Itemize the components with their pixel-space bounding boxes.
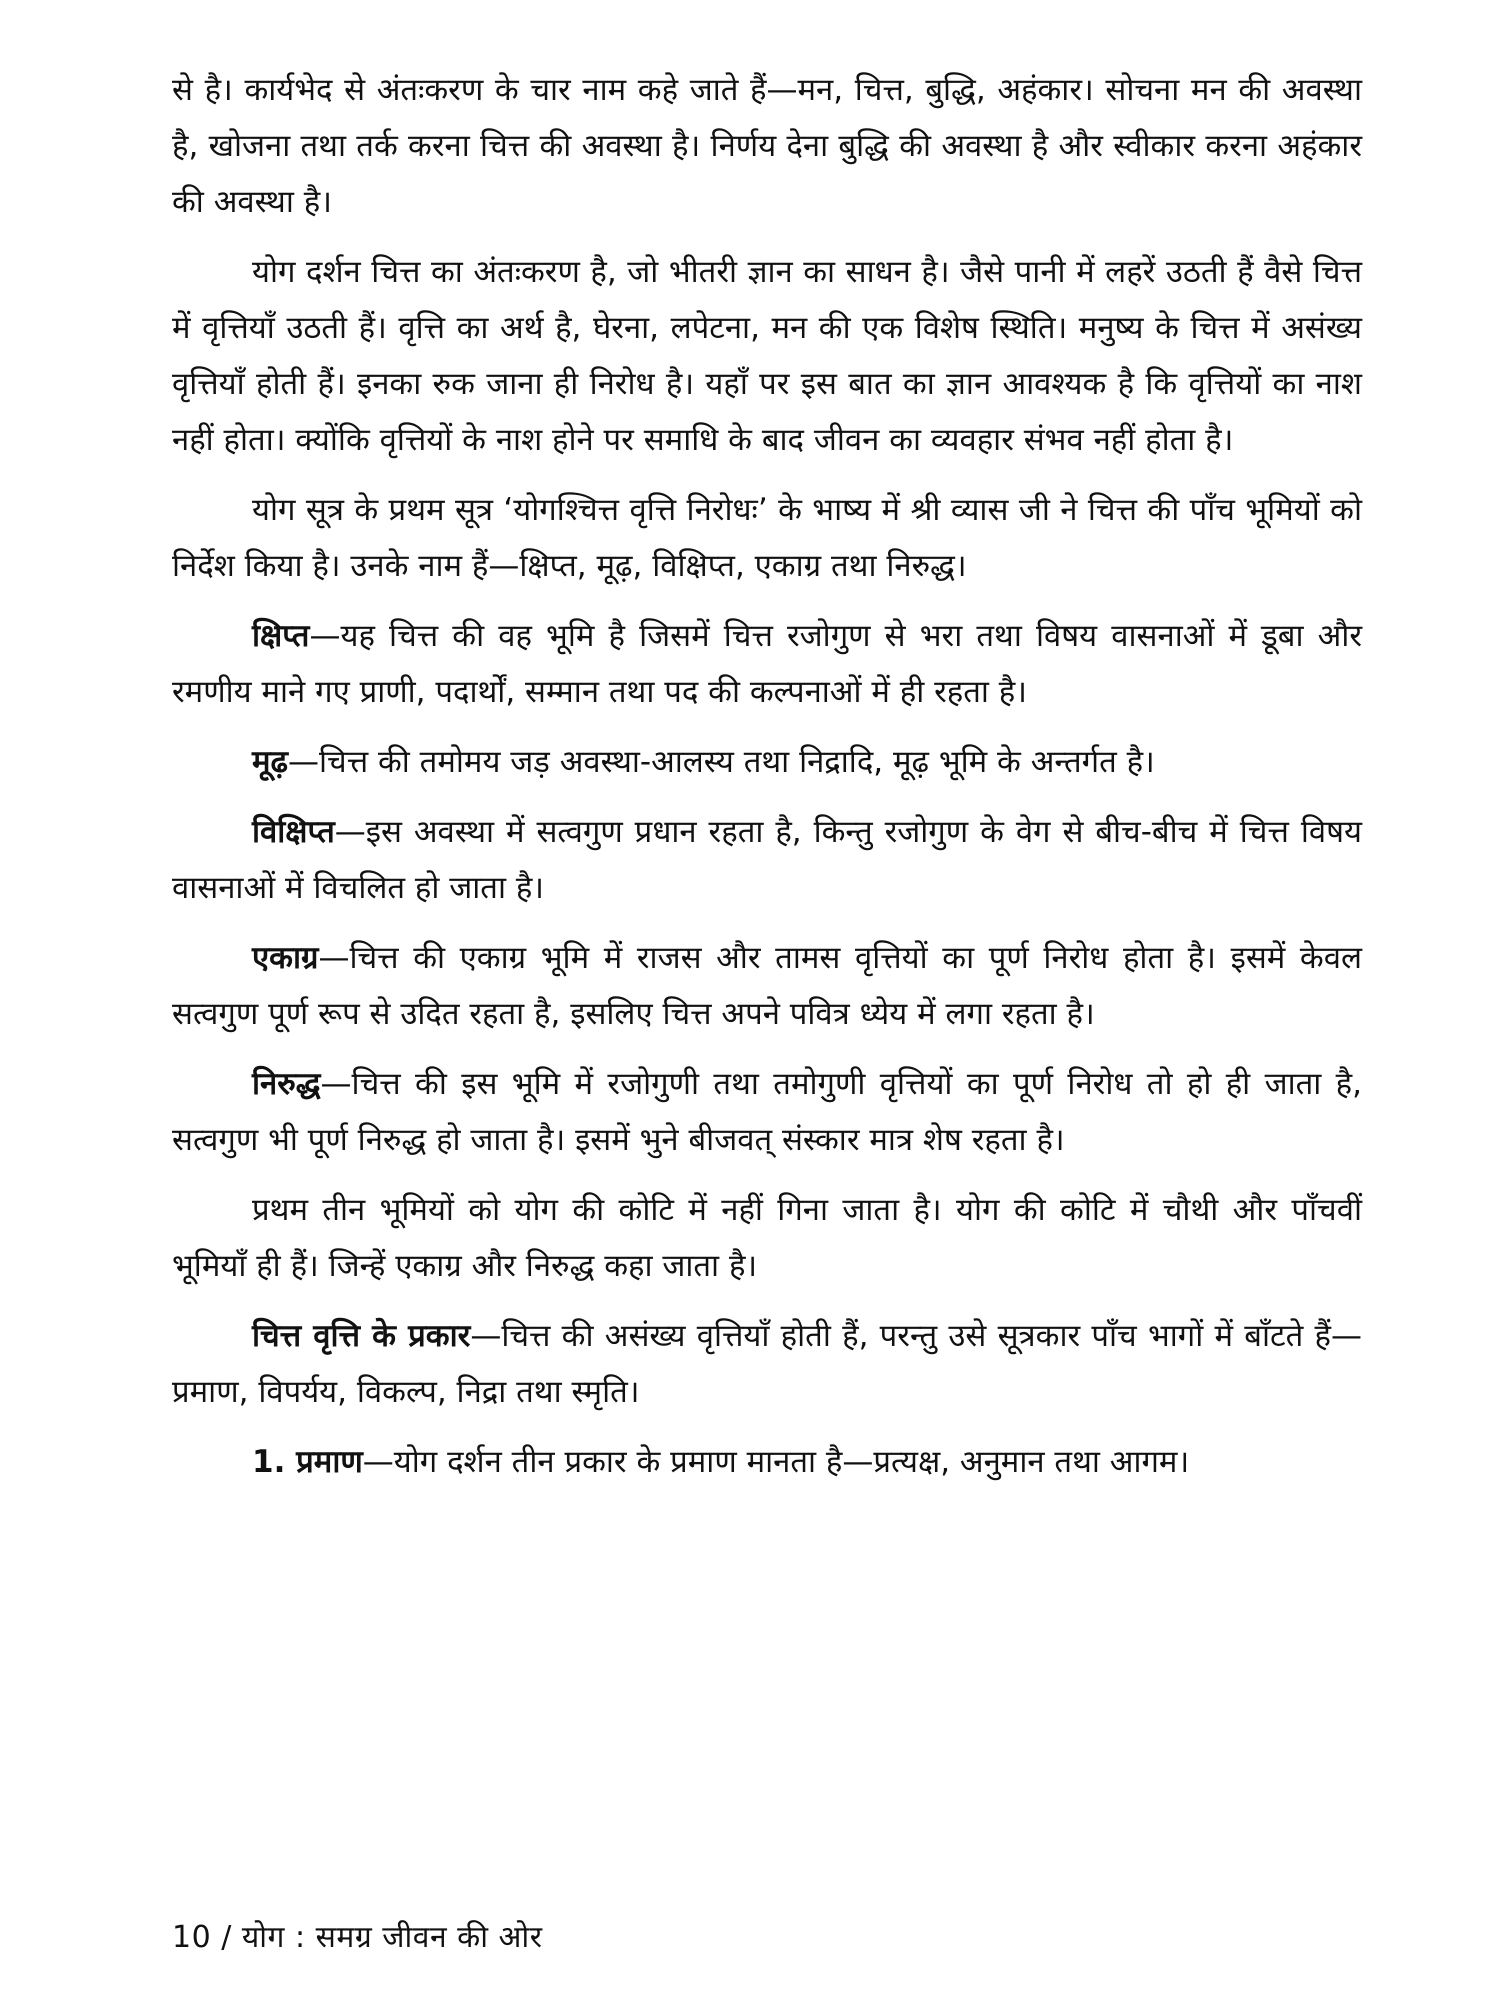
term-niruddh: निरुद्ध — [252, 1066, 321, 1102]
definition-vritti-types: —चित्त की असंख्य वृत्तियाँ होती हैं, परन्तु उसे सूत्रकार पाँच भागों में बाँटते हैं—प्रमाण, विपर्यय, विकल्प, निद्रा तथा स्मृति। — [172, 1318, 1362, 1410]
definition-vikshipt: —इस अवस्था में सत्वगुण प्रधान रहता है, किन्तु रजोगुण के वेग से बीच-बीच में चित्त विषय वासनाओं में विचलित हो जाता है। — [172, 814, 1362, 906]
paragraph-pramaan — [172, 1434, 1362, 1490]
paragraph-yoga-koti: प्रथम तीन भूमियों को योग की कोटि में नहीं गिना जाता है। योग की कोटि में चौथी और पाँचवीं भूमियाँ ही हैं। जिन्हें एकाग्र और निरुद्ध कहा जाता है। — [172, 1192, 1362, 1284]
definition-ekagra: —चित्त की एकाग्र भूमि में राजस और तामस वृत्तियों का पूर्ण निरोध होता है। इसमें केवल सत्वगुण पूर्ण रूप से उदित रहता है, इसलिए चित्त अपने पवित्र ध्येय में लगा रहता है। — [172, 940, 1362, 1032]
paragraph-vritti-types — [172, 1308, 1362, 1420]
term-vikshipt: विक्षिप्त — [252, 814, 335, 850]
term-moodh: मूढ़ — [252, 744, 288, 780]
definition-kshipt: —यह चित्त की वह भूमि है जिसमें चित्त रजोगुण से भरा तथा विषय वासनाओं में डूबा और रमणीय माने गए प्राणी, पदार्थों, सम्मान तथा पद की कल्पनाओं में ही रहता है। — [172, 618, 1362, 710]
paragraph-antahkaran-names: से है। कार्यभेद से अंतःकरण के चार नाम कहे जाते हैं—मन, चित्त, बुद्धि, अहंकार। सोचना मन की अवस्था है, खोजना तथा तर्क करना चित्त की अवस्था है। निर्णय देना बुद्धि की अवस्था है और स्वीकार करना अहंकार की अवस्था है। — [172, 72, 1362, 220]
page-body — [172, 62, 1362, 1504]
definition-niruddh: —चित्त की इस भूमि में रजोगुणी तथा तमोगुणी वृत्तियों का पूर्ण निरोध तो हो ही जाता है, सत्वगुण भी पूर्ण निरुद्ध हो जाता है। इसमें भुने बीजवत् संस्कार मात्र शेष रहता है। — [172, 1066, 1362, 1158]
page-footer: 10 / योग : समग्र जीवन की ओर — [172, 1920, 543, 1955]
term-kshipt: क्षिप्त — [252, 618, 310, 654]
paragraph-ekagra — [172, 930, 1362, 1042]
paragraph-moodh — [172, 734, 1362, 790]
definition-moodh: —चित्त की तमोमय जड़ अवस्था-आलस्य तथा निद्रादि, मूढ़ भूमि के अन्तर्गत है। — [288, 744, 1155, 780]
term-ekagra: एकाग्र — [252, 940, 319, 976]
definition-pramaan: —योग दर्शन तीन प्रकार के प्रमाण मानता है—प्रत्यक्ष, अनुमान तथा आगम। — [362, 1444, 1190, 1480]
paragraph-vikshipt — [172, 804, 1362, 916]
paragraph-niruddh — [172, 1056, 1362, 1168]
paragraph-chitta-vritti: योग दर्शन चित्त का अंतःकरण है, जो भीतरी ज्ञान का साधन है। जैसे पानी में लहरें उठती हैं वैसे चित्त में वृत्तियाँ उठती हैं। वृत्ति का अर्थ है, घेरना, लपेटना, मन की एक विशेष स्थिति। मनुष्य के चित्त में असंख्य वृत्तियाँ होती हैं। इनका रुक जाना ही निरोध है। यहाँ पर इस बात का ज्ञान आवश्यक है कि वृत्तियों का नाश नहीं होता। क्योंकि वृत्तियों के नाश होने पर समाधि के बाद जीवन का व्यवहार संभव नहीं होता है। — [172, 254, 1362, 458]
paragraph-kshipt — [172, 608, 1362, 720]
term-vritti-types: चित्त वृत्ति के प्रकार — [252, 1318, 471, 1354]
term-pramaan: 1. प्रमाण — [252, 1444, 363, 1480]
paragraph-five-bhumis: योग सूत्र के प्रथम सूत्र ‘योगश्चित्त वृत्ति निरोधः’ के भाष्य में श्री व्यास जी ने चित्त की पाँच भूमियों को निर्देश किया है। उनके नाम हैं—क्षिप्त, मूढ़, विक्षिप्त, एकाग्र तथा निरुद्ध। — [172, 492, 1362, 584]
